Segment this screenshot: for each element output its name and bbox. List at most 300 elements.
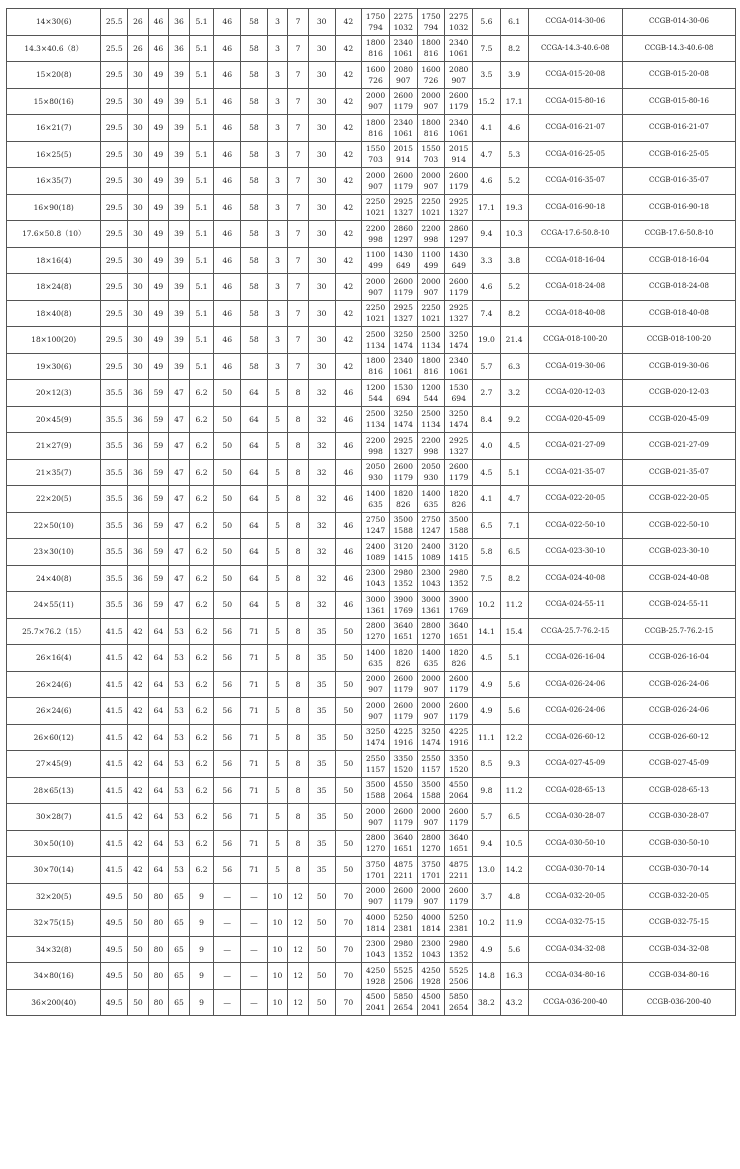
p-dim-cell: 42 [335, 62, 362, 89]
a-dim-cell: 56 [214, 724, 241, 751]
t-dim-cell: 5.1 [189, 327, 214, 354]
table-row [7, 804, 736, 831]
l1-dim-cell: 53 [169, 671, 190, 698]
spec-table-body [7, 9, 736, 1016]
load-capacity-cell [445, 751, 473, 778]
t-dim-cell: 6.2 [189, 777, 214, 804]
ccgb-code-cell: CCGB-026-24-06 [622, 671, 735, 698]
load-kg-value: 1061 [393, 128, 413, 138]
a-dim-cell: 56 [214, 857, 241, 884]
load-capacity-cell [362, 115, 390, 142]
f-dim-cell: 7 [288, 141, 309, 168]
load-capacity-cell [417, 88, 445, 115]
load-kg-value: 2654 [393, 1003, 413, 1013]
load-capacity-cell [389, 194, 417, 221]
b-dim-cell: 64 [241, 459, 268, 486]
a-dim-cell: 50 [214, 459, 241, 486]
load-capacity-cell [445, 592, 473, 619]
weight-cell: 19.0 [473, 327, 501, 354]
h2-dim-cell: 30 [128, 62, 149, 89]
load-kg-value: 2381 [449, 923, 469, 933]
table-row [7, 565, 736, 592]
load-lbs-value: 2340 [449, 38, 469, 48]
t-dim-cell: 6.2 [189, 512, 214, 539]
load-kg-value: 816 [423, 128, 439, 138]
designation-cell: 26×24(6) [7, 698, 101, 725]
load-capacity-cell [389, 486, 417, 513]
ccgb-code-cell: CCGB-016-35-07 [622, 168, 735, 195]
d-dim-cell: 49 [148, 353, 169, 380]
g-dim-cell: 35 [308, 777, 335, 804]
g-dim-cell: 30 [308, 9, 335, 36]
load-capacity-cell [445, 883, 473, 910]
g-dim-cell: 30 [308, 168, 335, 195]
weight-cell: 5.6 [500, 936, 528, 963]
d-dim-cell: 46 [148, 35, 169, 62]
load-lbs-value: 2600 [393, 700, 413, 710]
h2-dim-cell: 30 [128, 274, 149, 301]
load-kg-value: 1327 [393, 208, 413, 218]
load-lbs-value: 2980 [393, 568, 413, 578]
b-dim-cell: 58 [241, 141, 268, 168]
t-dim-cell: 6.2 [189, 645, 214, 672]
load-lbs-value: 3640 [449, 621, 469, 631]
weight-cell: 4.7 [500, 486, 528, 513]
l1-dim-cell: 65 [169, 963, 190, 990]
load-kg-value: 794 [423, 22, 439, 32]
load-capacity-cell [445, 62, 473, 89]
a-dim-cell: 56 [214, 671, 241, 698]
load-lbs-value: 2600 [393, 886, 413, 896]
e-dim-cell: 5 [267, 433, 288, 460]
load-lbs-value: 1200 [421, 382, 441, 392]
load-capacity-cell [389, 830, 417, 857]
h1-dim-cell: 49.5 [101, 989, 128, 1016]
ccga-code-cell: CCGA-024-40-08 [528, 565, 622, 592]
load-capacity-cell [362, 565, 390, 592]
load-capacity-cell [389, 565, 417, 592]
g-dim-cell: 32 [308, 433, 335, 460]
load-capacity-cell [417, 883, 445, 910]
g-dim-cell: 30 [308, 300, 335, 327]
load-lbs-value: 4500 [365, 992, 386, 1002]
load-lbs-value: 1800 [421, 38, 441, 48]
e-dim-cell: 3 [267, 88, 288, 115]
h2-dim-cell: 42 [128, 857, 149, 884]
load-lbs-value: 1530 [449, 382, 469, 392]
a-dim-cell: 46 [214, 9, 241, 36]
weight-cell: 10.3 [500, 221, 528, 248]
designation-cell: 22×20(5) [7, 486, 101, 513]
f-dim-cell: 7 [288, 62, 309, 89]
h1-dim-cell: 49.5 [101, 910, 128, 937]
ccgb-code-cell: CCGB-030-70-14 [622, 857, 735, 884]
load-lbs-value: 1820 [393, 647, 413, 657]
load-lbs-value: 1400 [365, 647, 386, 657]
load-lbs-value: 4875 [393, 859, 413, 869]
f-dim-cell: 12 [288, 883, 309, 910]
d-dim-cell: 64 [148, 804, 169, 831]
load-kg-value: 1474 [449, 420, 469, 430]
load-capacity-cell [362, 247, 390, 274]
load-kg-value: 816 [423, 49, 439, 59]
load-lbs-value: 3250 [393, 329, 413, 339]
load-capacity-cell [417, 459, 445, 486]
load-capacity-cell [389, 963, 417, 990]
load-lbs-value: 4225 [449, 727, 469, 737]
a-dim-cell: 50 [214, 486, 241, 513]
e-dim-cell: 3 [267, 353, 288, 380]
designation-cell: 18×100(20) [7, 327, 101, 354]
load-lbs-value: 2050 [421, 462, 441, 472]
load-capacity-cell [389, 406, 417, 433]
load-kg-value: 914 [396, 155, 411, 165]
b-dim-cell: 58 [241, 35, 268, 62]
b-dim-cell: 58 [241, 194, 268, 221]
h2-dim-cell: 30 [128, 221, 149, 248]
e-dim-cell: 3 [267, 141, 288, 168]
e-dim-cell: 5 [267, 777, 288, 804]
weight-cell: 11.2 [500, 777, 528, 804]
load-capacity-cell [362, 9, 390, 36]
load-kg-value: 499 [423, 261, 439, 271]
load-kg-value: 1061 [393, 367, 413, 377]
load-lbs-value: 2600 [393, 674, 413, 684]
load-capacity-cell [445, 168, 473, 195]
b-dim-cell: 71 [241, 830, 268, 857]
load-capacity-cell [362, 671, 390, 698]
b-dim-cell: 64 [241, 539, 268, 566]
load-capacity-cell [417, 194, 445, 221]
load-kg-value: 826 [396, 658, 411, 668]
b-dim-cell: — [241, 936, 268, 963]
designation-cell: 32×20(5) [7, 883, 101, 910]
ccga-code-cell: CCGA-026-24-06 [528, 698, 622, 725]
b-dim-cell: 58 [241, 9, 268, 36]
load-lbs-value: 5250 [449, 912, 469, 922]
load-lbs-value: 1100 [421, 250, 441, 260]
load-kg-value: 726 [423, 75, 439, 85]
h1-dim-cell: 29.5 [101, 247, 128, 274]
load-kg-value: 794 [368, 22, 383, 32]
load-capacity-cell [362, 936, 390, 963]
load-kg-value: 907 [368, 685, 383, 695]
load-lbs-value: 4550 [393, 780, 413, 790]
load-kg-value: 1701 [421, 870, 441, 880]
b-dim-cell: 71 [241, 751, 268, 778]
ccga-code-cell: CCGA-034-32-08 [528, 936, 622, 963]
load-lbs-value: 5850 [393, 992, 413, 1002]
load-capacity-cell [445, 857, 473, 884]
p-dim-cell: 70 [335, 963, 362, 990]
load-lbs-value: 3500 [365, 780, 386, 790]
table-row [7, 857, 736, 884]
table-row [7, 194, 736, 221]
ccga-code-cell: CCGA-021-27-09 [528, 433, 622, 460]
a-dim-cell: 46 [214, 353, 241, 380]
designation-cell: 21×27(9) [7, 433, 101, 460]
e-dim-cell: 5 [267, 380, 288, 407]
ccgb-code-cell: CCGB-018-16-04 [622, 247, 735, 274]
ccga-code-cell: CCGA-032-20-05 [528, 883, 622, 910]
load-capacity-cell [389, 724, 417, 751]
load-kg-value: 1769 [449, 605, 469, 615]
g-dim-cell: 50 [308, 963, 335, 990]
ccga-code-cell: CCGA-018-24-08 [528, 274, 622, 301]
h2-dim-cell: 42 [128, 830, 149, 857]
d-dim-cell: 80 [148, 910, 169, 937]
g-dim-cell: 35 [308, 804, 335, 831]
e-dim-cell: 3 [267, 115, 288, 142]
h1-dim-cell: 25.5 [101, 9, 128, 36]
e-dim-cell: 3 [267, 168, 288, 195]
load-kg-value: 1297 [393, 234, 413, 244]
p-dim-cell: 70 [335, 936, 362, 963]
load-capacity-cell [362, 883, 390, 910]
e-dim-cell: 5 [267, 486, 288, 513]
f-dim-cell: 8 [288, 433, 309, 460]
load-kg-value: 1179 [449, 102, 469, 112]
table-row [7, 751, 736, 778]
load-lbs-value: 3120 [393, 541, 413, 551]
h1-dim-cell: 35.5 [101, 459, 128, 486]
load-kg-value: 694 [396, 393, 411, 403]
table-row [7, 671, 736, 698]
t-dim-cell: 9 [189, 936, 214, 963]
load-kg-value: 816 [368, 367, 383, 377]
weight-cell: 6.5 [473, 512, 501, 539]
d-dim-cell: 49 [148, 247, 169, 274]
load-capacity-cell [417, 406, 445, 433]
p-dim-cell: 70 [335, 883, 362, 910]
d-dim-cell: 49 [148, 221, 169, 248]
h2-dim-cell: 30 [128, 88, 149, 115]
weight-cell: 5.6 [473, 9, 501, 36]
weight-cell: 16.3 [500, 963, 528, 990]
load-lbs-value: 2600 [449, 91, 469, 101]
g-dim-cell: 50 [308, 910, 335, 937]
designation-cell: 16×25(5) [7, 141, 101, 168]
e-dim-cell: 5 [267, 857, 288, 884]
h1-dim-cell: 29.5 [101, 353, 128, 380]
p-dim-cell: 50 [335, 751, 362, 778]
load-kg-value: 1247 [421, 526, 441, 536]
f-dim-cell: 8 [288, 618, 309, 645]
table-row [7, 486, 736, 513]
load-capacity-cell [417, 353, 445, 380]
load-capacity-cell [362, 62, 390, 89]
load-lbs-value: 2925 [449, 197, 469, 207]
load-capacity-cell [417, 857, 445, 884]
d-dim-cell: 64 [148, 618, 169, 645]
load-lbs-value: 2275 [449, 11, 469, 21]
f-dim-cell: 8 [288, 645, 309, 672]
b-dim-cell: 64 [241, 380, 268, 407]
load-capacity-cell [362, 698, 390, 725]
d-dim-cell: 64 [148, 698, 169, 725]
a-dim-cell: 46 [214, 194, 241, 221]
designation-cell: 18×40(8) [7, 300, 101, 327]
h2-dim-cell: 36 [128, 592, 149, 619]
f-dim-cell: 7 [288, 88, 309, 115]
f-dim-cell: 8 [288, 751, 309, 778]
h2-dim-cell: 42 [128, 645, 149, 672]
b-dim-cell: 64 [241, 592, 268, 619]
l1-dim-cell: 39 [169, 194, 190, 221]
weight-cell: 4.6 [473, 168, 501, 195]
load-capacity-cell [417, 910, 445, 937]
h1-dim-cell: 41.5 [101, 857, 128, 884]
weight-cell: 5.2 [500, 168, 528, 195]
load-capacity-cell [445, 274, 473, 301]
l1-dim-cell: 47 [169, 512, 190, 539]
b-dim-cell: 64 [241, 486, 268, 513]
load-capacity-cell [445, 406, 473, 433]
load-kg-value: 1043 [365, 950, 386, 960]
load-lbs-value: 2600 [393, 170, 413, 180]
weight-cell: 4.1 [473, 486, 501, 513]
load-lbs-value: 3750 [421, 859, 441, 869]
f-dim-cell: 8 [288, 592, 309, 619]
load-kg-value: 1588 [449, 526, 469, 536]
h1-dim-cell: 49.5 [101, 936, 128, 963]
designation-cell: 14.3×40.6（8） [7, 35, 101, 62]
t-dim-cell: 9 [189, 963, 214, 990]
l1-dim-cell: 53 [169, 777, 190, 804]
e-dim-cell: 3 [267, 35, 288, 62]
weight-cell: 7.5 [473, 35, 501, 62]
f-dim-cell: 8 [288, 406, 309, 433]
weight-cell: 6.3 [500, 353, 528, 380]
load-capacity-cell [445, 115, 473, 142]
f-dim-cell: 7 [288, 115, 309, 142]
weight-cell: 4.5 [473, 645, 501, 672]
load-capacity-cell [362, 910, 390, 937]
a-dim-cell: 50 [214, 592, 241, 619]
ccgb-code-cell: CCGB-036-200-40 [622, 989, 735, 1016]
weight-cell: 11.1 [473, 724, 501, 751]
h1-dim-cell: 29.5 [101, 300, 128, 327]
load-kg-value: 1297 [449, 234, 469, 244]
load-lbs-value: 1800 [365, 117, 386, 127]
h2-dim-cell: 50 [128, 936, 149, 963]
load-lbs-value: 1820 [449, 647, 469, 657]
load-kg-value: 1651 [393, 844, 413, 854]
a-dim-cell: 50 [214, 406, 241, 433]
g-dim-cell: 35 [308, 857, 335, 884]
load-capacity-cell [445, 221, 473, 248]
load-capacity-cell [417, 512, 445, 539]
g-dim-cell: 30 [308, 115, 335, 142]
g-dim-cell: 32 [308, 406, 335, 433]
b-dim-cell: 58 [241, 353, 268, 380]
f-dim-cell: 8 [288, 830, 309, 857]
designation-cell: 26×16(4) [7, 645, 101, 672]
b-dim-cell: — [241, 989, 268, 1016]
load-capacity-cell [389, 327, 417, 354]
f-dim-cell: 12 [288, 989, 309, 1016]
designation-cell: 22×50(10) [7, 512, 101, 539]
load-kg-value: 1916 [449, 738, 469, 748]
d-dim-cell: 59 [148, 380, 169, 407]
g-dim-cell: 50 [308, 883, 335, 910]
load-kg-value: 1179 [393, 817, 413, 827]
designation-cell: 24×55(11) [7, 592, 101, 619]
load-lbs-value: 1550 [365, 144, 386, 154]
ccgb-code-cell: CCGB-027-45-09 [622, 751, 735, 778]
load-lbs-value: 2400 [365, 541, 386, 551]
load-capacity-cell [445, 459, 473, 486]
g-dim-cell: 30 [308, 353, 335, 380]
p-dim-cell: 50 [335, 777, 362, 804]
l1-dim-cell: 39 [169, 274, 190, 301]
load-kg-value: 2381 [393, 923, 413, 933]
load-kg-value: 544 [423, 393, 439, 403]
e-dim-cell: 3 [267, 62, 288, 89]
b-dim-cell: 58 [241, 168, 268, 195]
p-dim-cell: 46 [335, 459, 362, 486]
load-kg-value: 1814 [365, 923, 386, 933]
t-dim-cell: 5.1 [189, 194, 214, 221]
table-row [7, 380, 736, 407]
weight-cell: 3.9 [500, 62, 528, 89]
weight-cell: 3.7 [473, 883, 501, 910]
load-capacity-cell [417, 724, 445, 751]
ccga-code-cell: CCGA-016-25-05 [528, 141, 622, 168]
ccga-code-cell: CCGA-014-30-06 [528, 9, 622, 36]
load-capacity-cell [389, 168, 417, 195]
e-dim-cell: 10 [267, 910, 288, 937]
ccga-code-cell: CCGA-020-12-03 [528, 380, 622, 407]
g-dim-cell: 30 [308, 221, 335, 248]
l1-dim-cell: 39 [169, 62, 190, 89]
weight-cell: 5.6 [500, 671, 528, 698]
f-dim-cell: 7 [288, 194, 309, 221]
load-kg-value: 1089 [421, 552, 441, 562]
load-lbs-value: 2250 [365, 303, 386, 313]
load-capacity-cell [389, 221, 417, 248]
load-kg-value: 1651 [449, 844, 469, 854]
load-kg-value: 1474 [393, 420, 413, 430]
weight-cell: 21.4 [500, 327, 528, 354]
load-lbs-value: 2200 [421, 435, 441, 445]
load-kg-value: 907 [368, 711, 383, 721]
d-dim-cell: 49 [148, 115, 169, 142]
load-capacity-cell [417, 989, 445, 1016]
g-dim-cell: 35 [308, 830, 335, 857]
load-kg-value: 816 [423, 367, 439, 377]
load-kg-value: 1588 [393, 526, 413, 536]
weight-cell: 4.0 [473, 433, 501, 460]
p-dim-cell: 50 [335, 618, 362, 645]
load-capacity-cell [445, 963, 473, 990]
e-dim-cell: 5 [267, 565, 288, 592]
load-capacity-cell [445, 645, 473, 672]
load-capacity-cell [389, 751, 417, 778]
table-row [7, 35, 736, 62]
load-capacity-cell [362, 168, 390, 195]
g-dim-cell: 30 [308, 62, 335, 89]
load-kg-value: 1157 [421, 764, 441, 774]
l1-dim-cell: 39 [169, 300, 190, 327]
h1-dim-cell: 35.5 [101, 433, 128, 460]
load-capacity-cell [417, 486, 445, 513]
a-dim-cell: 50 [214, 565, 241, 592]
e-dim-cell: 5 [267, 751, 288, 778]
h2-dim-cell: 36 [128, 406, 149, 433]
load-lbs-value: 2500 [421, 409, 441, 419]
table-row [7, 221, 736, 248]
